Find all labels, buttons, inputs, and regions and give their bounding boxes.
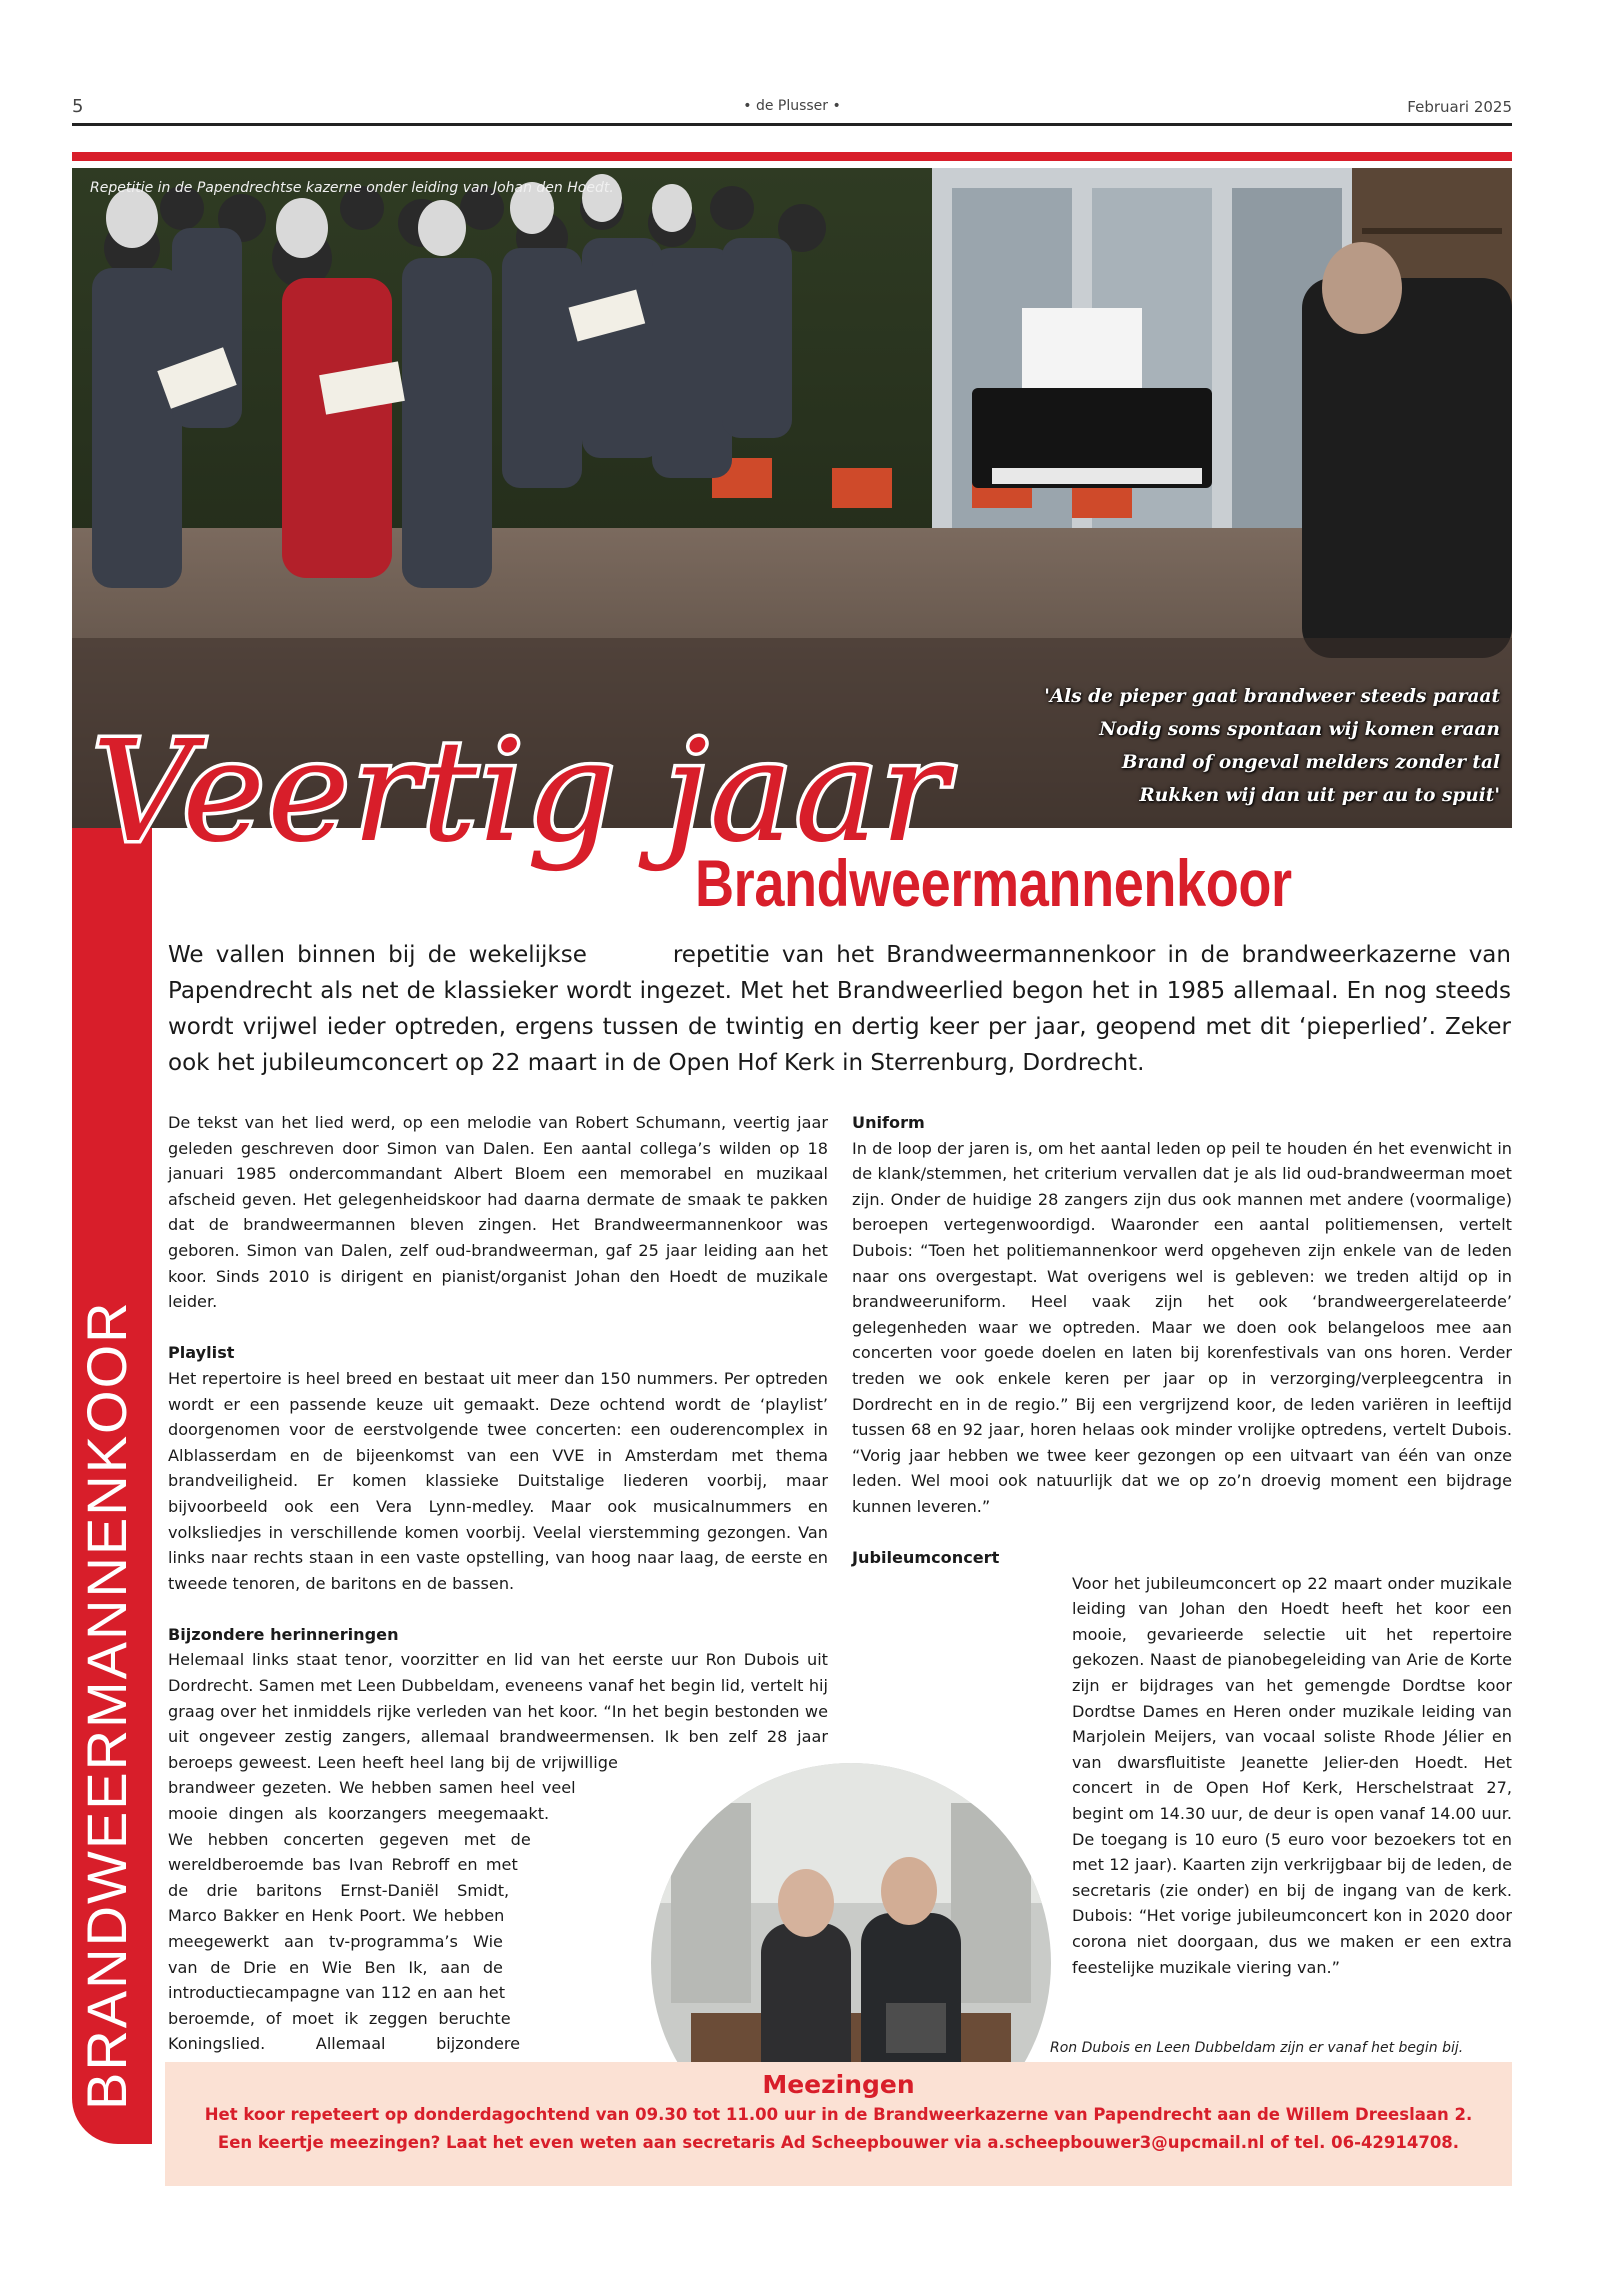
portrait-caption: Ron Dubois en Leen Dubbeldam zijn er vanaf het begin bij.: [1050, 2040, 1464, 2056]
meezingen-box: [165, 2062, 1512, 2186]
script-title-text: Veertig jaar: [92, 711, 950, 874]
page-header: [72, 96, 1512, 122]
paragraph: Helemaal links staat tenor, voorzitter en lid van het eerste uur Ron Dubois uit Dordrecht. Samen met Leen Dubbeldam, eveneens vanaf het begin lid, vertelt hij graag over het inmiddels rijke verleden van het koor. “In het begin bestonden we uit ongeveer zestig zangers, allemaal brandweermensen. Ik ben zelf 28 jaar beroeps geweest. Leen heeft heel lang bij de vrijwillige brandweer gezeten. We hebben samen heel veel mooie dingen als koorzangers meegemaakt. We hebben concerten gegeven met de wereldberoemde bas Ivan Rebroff en met de drie baritons Ernst-Daniël Smidt, Marco Bakker en Henk Poort. We hebben meegewerkt aan tv-programma’s Wie van de Drie en Wie Ben Ik, aan de introductiecampagne van 112 en aan het beroemde, of moet ik zeggen beruchte Koningslied. Allemaal bijzondere: [168, 1650, 828, 2054]
paragraph: Voor het jubileumconcert op 22 maart onder muzikale leiding van Johan den Hoedt heeft het koor een mooie, gevarieerde selectie uit het repertoire gekozen. Naast de pianobegeleiding van Arie de Korte zijn er bijdrages van het gemengde Dordtse koor Dordtse Dames en Heren onder muzikale leiding van Marjolein Meijers, van vocaal soliste Rhode Jélier en van dwarsfluitiste Jeanette Jelier-den Hoedt. Het concert in de Open Hof Kerk, Herschelstraat 27, begint om 14.30 uur, de deur is open vanaf 14.00 uur. De toegang is 10 euro (5 euro voor bezoekers tot en met 12 jaar). Kaarten zijn verkrijgbaar bij de leden, de secretaris (zie onder) en bij de ingang van de kerk. Dubois: “Het vorige jubileumconcert kon in 2020 door corona niet doorgaan, dus we maken er een extra feestelijke muzikale viering van.”: [1072, 1573, 1512, 1977]
sidebar-label: BRANDWEERMANNENKOOR: [75, 1300, 138, 2110]
subheading-jubileumconcert: Jubileumconcert: [852, 1548, 1000, 1568]
box-line: Een keertje meezingen? Laat het even weten aan secretaris Ad Scheepbouwer via a.scheepbouwer3@upcmail.nl of tel. 06-42914708.: [217, 2133, 1460, 2152]
intro-part-1: We vallen binnen bij de wekelijkse: [168, 942, 587, 968]
accent-bar: [72, 152, 1512, 161]
subheading-uniform: Uniform: [852, 1113, 925, 1132]
paragraph: Het repertoire is heel breed en bestaat uit meer dan 150 nummers. Per optreden wordt er een passende keuze uit gemaakt. Deze ochtend wordt de ‘playlist’ doorgenomen voor de eerstvolgende twee concerten: een ouderencomplex in Alblasserdam en de bijeenkomst van een VVE in Amsterdam met thema brandveiligheid. Er komen klassieke Duitstalige liederen voorbij, maar bijvoorbeeld ook een Vera Lynn-medley. Maar ook musicalnummers en volksliedjes in verschillende komen voorbij. Veelal vierstemming gezongen. Van links naar rechts staan in een vaste opstelling, van hoog naar laag, de eerste en tweede tenoren, de baritons en de bassen.: [168, 1368, 828, 1593]
paragraph: In de loop der jaren is, om het aantal leden op peil te houden én het evenwicht in de klank/stemmen, het criterium vervallen dat je als lid oud-brandweerman moet zijn. Onder de huidige 28 zangers zijn dus ook mannen met andere (voormalige) beroepen vertegenwoordigd. Waaronder een aantal politiemensen, vertelt Dubois: “Toen het politiemannenkoor werd opgeheven zijn enkele van de leden naar ons overgestapt. Wat overigens wel is gebleven: we treden altijd op in brandweeruniform. Heel vaak zijn het ook ‘brandweergerelateerde’ gelegenheden waar we optreden. Maar we doen ook belangeloos mee aan concerten voor goede doelen en laten bij korenfestivals van ons horen. Verder treden we ook enkele keren per jaar op in verzorging/verpleegcentra in Dordrecht en in de regio.” Bij een vergrijzend koor, de leden variëren in leeftijd tussen 68 en 92 jaar, horen helaas ook minder vrolijke optredens, vertelt Dubois. “Vorig jaar hebben we twee keer gezongen op een uitvaart van één van onze leden. Wel mooi ook natuurlijk dat we op zo’n droevig moment een bijdrage kunnen leveren.”: [852, 1138, 1512, 1516]
intro-part-2: repetitie van het Brandweermannenkoor in de brandweerkazerne van Papendrecht als net de klassieker wordt ingezet. Met het Brandweerlied begon het in 1985 allemaal. En nog steeds wordt vrijwel ieder optreden, ergens tussen de twintig en dertig keer per jaar, geopend met dit ‘pieperlied’. Zeker ook het jubileumconcert op 22 maart in de Open Hof Kerk in Sterrenburg, Dordrecht.: [168, 942, 1511, 1076]
photo-caption: Repetitie in de Papendrechtse kazerne onder leiding van Johan den Hoedt.: [90, 180, 614, 196]
paragraph: De tekst van het lied werd, op een melodie van Robert Schumann, veertig jaar geleden geschreven door Simon van Dalen. Een aantal collega’s wilden op 18 januari 1985 ondercommandant Albert Bloem een memorabel en muzikaal afscheid geven. Het gelegenheidskoor had daarna dermate de smaak te pakken dat de brandweermannen bleven zingen. Het Brandweermannenkoor was geboren. Simon van Dalen, zelf oud-brandweerman, gaf 25 jaar leiding aan het koor. Sinds 2010 is dirigent en pianist/organist Johan den Hoedt de muzikale leider.: [168, 1113, 828, 1312]
intro-paragraph: [168, 937, 1511, 1081]
poem-quote: [1044, 680, 1500, 812]
poem-line: Nodig soms spontaan wij komen eraan: [1099, 719, 1500, 740]
main-title: Brandweermannenkoor: [695, 846, 1292, 920]
subheading-playlist: Playlist: [168, 1343, 235, 1363]
poem-line: Brand of ongeval melders zonder tal: [1121, 752, 1500, 773]
publication-name: • de Plusser •: [743, 98, 841, 114]
header-rule: [72, 123, 1512, 126]
poem-line: Rukken wij dan uit per au to spuit': [1139, 785, 1500, 806]
box-title: Meezingen: [762, 2070, 915, 2099]
issue-date: Februari 2025: [1407, 98, 1512, 116]
box-line: Het koor repeteert op donderdagochtend van 09.30 tot 11.00 uur in de Brandweerkazerne van Papendrecht aan de Willem Dreeslaan 2.: [204, 2105, 1473, 2124]
page-number: 5: [72, 96, 84, 117]
subheading-herinneringen: Bijzondere herinneringen: [168, 1624, 399, 1644]
poem-line: 'Als de pieper gaat brandweer steeds paraat: [1044, 686, 1500, 707]
